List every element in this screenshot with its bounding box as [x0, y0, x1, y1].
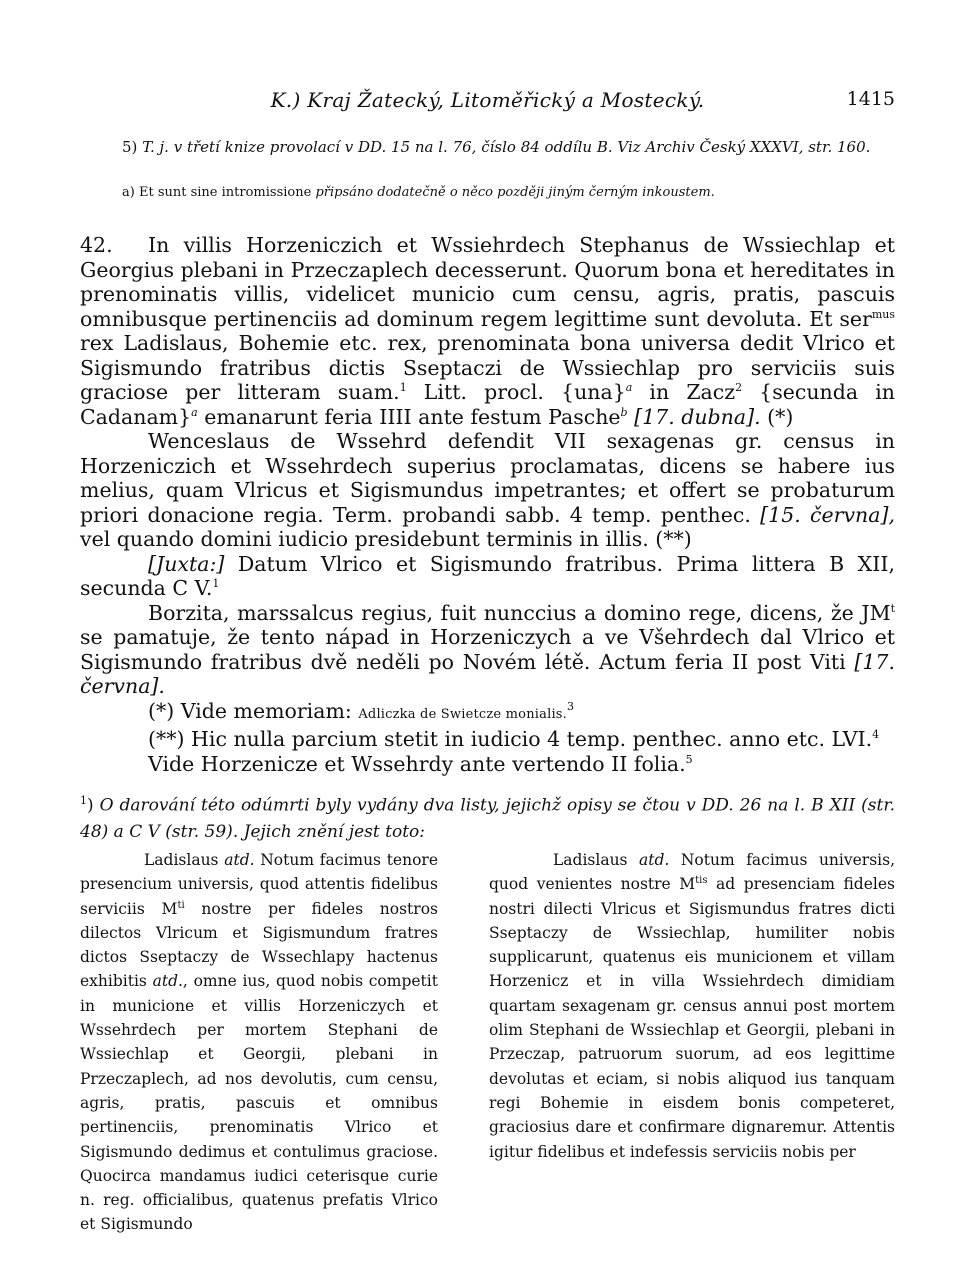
- entry-42: [80, 233, 895, 776]
- footnote-ref: 2: [735, 381, 743, 395]
- entry-paragraph-1: [80, 233, 895, 429]
- footnote-marker: 5): [122, 138, 138, 156]
- footnote-ref: 1: [399, 381, 407, 395]
- text-run: (*): [760, 404, 794, 429]
- text-run: Vide Horzenicze et Wssehrdy ante vertendo II folia.: [148, 751, 686, 776]
- charter-right-column: [489, 848, 895, 1164]
- charter-left-text: [80, 848, 438, 1237]
- text-run: ad presenciam fideles nostri dilecti Vlricus et Sigismundus fratres dicti Sseptaczy de Wssiechlap, humiliter nobis supplicarunt, quatenus eis municionem et villam Horzenicz et in villa Wssiehrdech dimidiam quartam sexagenam gr. census annui post mortem olim Stephani de Wssiechlap et Georgii, plebani in Przeczap, patruorum suorum, ad eos legittime devolutas et eciam, si nobis aliquod ius tanquam regi Bohemie in eisdem bonis competeret, graciosius dare et confirmare dignaremur. Attentis igitur fidelibus et indefessis serviciis nobis per: [489, 875, 895, 1161]
- abbreviation: atd.: [639, 851, 670, 869]
- text-run: emanarunt feria IIII ante festum Pasche: [197, 404, 621, 429]
- footnote-5: [80, 136, 895, 158]
- footnote-ref: b: [620, 405, 628, 419]
- entry-paragraph-7: [80, 752, 895, 777]
- text-run: In villis Horzeniczich et Wssiehrdech Stephanus de Wssiechlap et Georgius plebani in Przeczaplech decesserunt. Quorum bona et hereditates in prenominatis villis, videlicet municio cum censu, agris, pratis, pascuis omnibusque pertinenciis ad dominum regem legittime sunt devoluta. Et ser: [80, 233, 895, 331]
- footnote-marker: a): [122, 185, 135, 200]
- text-run: rex Ladislaus, Bohemie etc. rex, prenominata bona universa dedit Vlrico et Sigismundo fratribus dictis Sseptaczi de Wssiechlap pro serviciis suis graciose per litteram suam.: [80, 331, 895, 404]
- date-note: [15. června],: [760, 502, 895, 527]
- footnote-1: $^1$) O darování této odúmrti byly vydány dva listy, jejichž opisy se čtou v DD. 26 na l. B XII (str. 48) a C V (str. 59). Jejich znění jest toto:: [80, 794, 895, 842]
- text-run: in Zacz: [632, 380, 736, 404]
- entry-number: 42.: [80, 233, 113, 257]
- footnote-text: T. j. v třetí knize provolací v DD. 15 na l. 76, číslo 84 oddílu B. Viz Archiv Český XXXVI, str. 160.: [142, 138, 871, 156]
- footnote-ref: 1: [212, 577, 220, 591]
- entry-paragraph-4: [80, 601, 895, 699]
- footnote-marker: 1: [80, 794, 87, 807]
- superscript: tis: [695, 875, 708, 887]
- text-run: Borzita, marssalcus regius, fuit nunccius a domino rege, dicens, že JM: [148, 600, 891, 625]
- text-run: (*) Vide memoriam:: [148, 698, 359, 723]
- footnote-czech: připsáno dodatečně o něco později jiným černým inkoustem.: [315, 185, 715, 200]
- abbreviation: atd.: [152, 972, 183, 991]
- page-number: 1415: [846, 88, 895, 110]
- footnote-ref: a: [625, 381, 633, 395]
- superscript: t: [890, 601, 895, 615]
- footnote-ref: 4: [872, 728, 880, 742]
- editorial-note: [Juxta:]: [148, 551, 225, 576]
- footnote-latin: Et sunt sine intromissione: [138, 185, 312, 200]
- entry-paragraph-6: [80, 727, 895, 752]
- running-title: K.) Kraj Žatecký, Litoměřický a Mostecký.: [270, 88, 705, 112]
- date-note: [17. června].: [80, 649, 895, 698]
- text-run: Notum facimus universis, quod venientes nostre M: [489, 851, 896, 894]
- charter-left-column: [80, 848, 438, 1237]
- text-run: nostre per fideles nostros dilectos Vlricum et Sigismundum fratres dictos Sseptaczy de Wssechlapy hactenus exhibitis: [80, 899, 438, 991]
- text-run: Notum facimus tenore presencium universis, quod attentis fidelibus serviciis M: [80, 851, 439, 918]
- text-run: Ladislaus: [553, 851, 640, 869]
- abbreviation: atd.: [224, 851, 255, 869]
- text-run: (**) Hic nulla parcium stetit in iudicio 4 temp. penthec. anno etc. LVI.: [148, 727, 873, 751]
- superscript: mus: [871, 307, 895, 321]
- text-run: vel quando domini iudicio presidebunt terminis in illis. (**): [80, 527, 692, 551]
- text-run: {secunda in Cadanam}: [80, 380, 895, 429]
- footnote-text: O darování této odúmrti byly vydány dva listy, jejichž opisy se čtou v DD. 26 na l. B XII (str. 48) a C V (str. 59). Jejich znění jest toto:: [80, 795, 895, 842]
- entry-paragraph-2: [80, 429, 895, 552]
- entry-paragraph-5: [80, 699, 895, 728]
- text-run: se pamatuje, že tento nápad in Horzeniczych a ve Všehrdech dal Vlrico et Sigismundo fratribus dvě neděli po Novém létě. Actum feria II post Viti: [80, 625, 895, 674]
- charter-right-text: [489, 848, 895, 1164]
- running-head: [80, 88, 895, 114]
- small-caps-note: Adliczka de Swietcze monialis.: [358, 706, 568, 722]
- footnote-ref: a: [191, 405, 198, 419]
- text-run: Litt. procl. {una}: [406, 380, 626, 404]
- superscript: ti: [177, 899, 185, 911]
- text-run: Ladislaus: [144, 851, 225, 869]
- footnote-a: [122, 182, 895, 204]
- entry-paragraph-3: [80, 552, 895, 601]
- text-run: , omne ius, quod nobis competit in municione et villis Horzeniczych et Wssehrdech per mortem Stephani de Wssiechlap et Georgii, plebani in Przeczaplech, ad nos devolutis, cum censu, agris, pratis, pascuis et omnibus pertinenciis, prenominatis Vlrico et Sigismundo dedimus et contulimus graciose. Quocirca mandamus iudici ceterisque curie n. reg. officialibus, quatenus prefatis Vlrico et Sigismundo: [80, 972, 438, 1234]
- date-note: [17. dubna].: [634, 404, 761, 429]
- text-run: Wenceslaus de Wssehrd defendit VII sexagenas gr. census in Horzeniczich et Wssehrdech superius proclamatas, dicens se habere ius melius, quam Vlricus et Sigismundus impetrantes; et offert se probaturum priori donacione regia. Term. probandi sabb. 4 temp. penthec.: [80, 429, 895, 527]
- footnote-ref: 3: [567, 699, 575, 713]
- footnote-ref: 5: [685, 752, 693, 766]
- text-run: Datum Vlrico et Sigismundo fratribus. Prima littera B XII, secunda C V.: [80, 551, 895, 600]
